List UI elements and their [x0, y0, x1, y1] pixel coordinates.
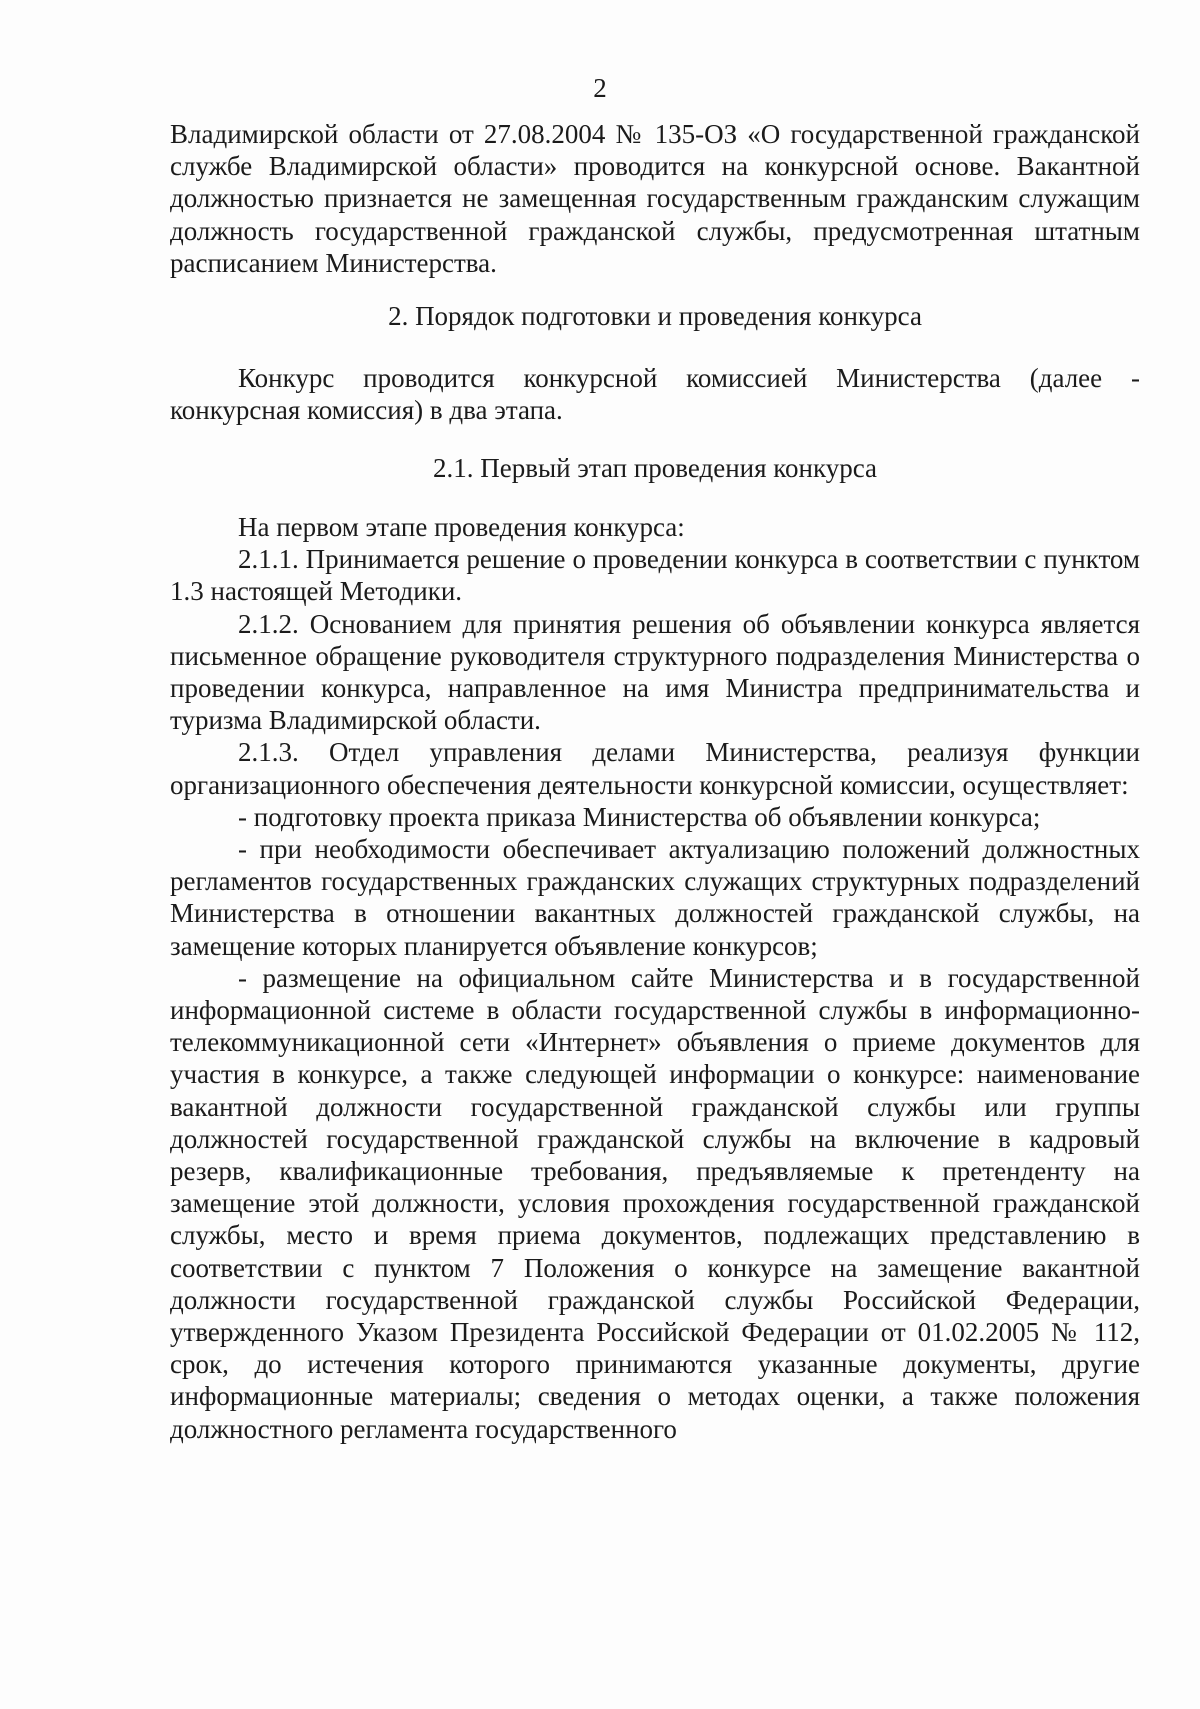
page-number: 2 [593, 73, 607, 103]
section-2-paragraph: Конкурс проводится конкурсной комиссией Министерства (далее - конкурсная комиссия) в два этапа. [170, 363, 1140, 426]
item-2-1-3: 2.1.3. Отдел управления делами Министерства, реализуя функции организационного обеспечения деятельности конкурсной комиссии, осуществляет: [170, 737, 1140, 800]
bullet-item: - подготовку проекта приказа Министерства об объявлении конкурса; [238, 801, 1041, 832]
first-stage-lead: На первом этапе проведения конкурса: [238, 512, 685, 542]
bullet-item: - размещение на официальном сайте Министерства и в государственной информационной системе в области государственной службы в информационно-телекоммуникационной сети «Интернет» объявления о приеме документов для участия в конкурсе, а также следующей информации о конкурсе: наименование вакантной должности государственной гражданской службы или группы должностей государственной гражданской службы на включение в кадровый резерв, квалификационные требования, предъявляемые к претенденту на замещение этой должности, условия прохождения государственной гражданской службы, место и время приема документов, подлежащих представлению в соответствии с пунктом 7 Положения о конкурсе на замещение вакантной должности государственной гражданской службы Российской Федерации, утвержденного Указом Президента Российской Федерации от 01.02.2005 № 112, срок, до истечения которого принимаются указанные документы, другие информационные материалы; сведения о методах оценки, а также положения должностного регламента государственного [170, 962, 1140, 1444]
intro-block [170, 118, 1140, 279]
section-2-1-heading: 2.1. Первый этап проведения конкурса [432, 453, 878, 483]
intro-paragraph: Владимирской области от 27.08.2004 № 135-ОЗ «О государственной гражданской службе Владимирской области» проводится на конкурсной основе. Вакантной должностью признается не замещенная государственным гражданским служащим должность государственной гражданской службы, предусмотренная штатным расписанием Министерства. [170, 119, 1140, 278]
section-2-block [170, 362, 1140, 426]
item-2-1-2: 2.1.2. Основанием для принятия решения об объявлении конкурса является письменное обращение руководителя структурного подразделения Министерства о проведении конкурса, направленное на имя Министра предпринимательства и туризма Владимирской области. [170, 608, 1140, 736]
bullet-item: - при необходимости обеспечивает актуализацию положений должностных регламентов государственных гражданских служащих структурных подразделений Министерства в отношении вакантных должностей гражданской службы, на замещение которых планируется объявление конкурсов; [170, 834, 1140, 961]
section-2-heading: 2. Порядок подготовки и проведения конкурса [388, 301, 922, 331]
first-stage-block [170, 511, 1140, 1445]
item-2-1-1: 2.1.1. Принимается решение о проведении конкурса в соответствии с пунктом 1.3 настоящей Методики. [170, 544, 1140, 607]
